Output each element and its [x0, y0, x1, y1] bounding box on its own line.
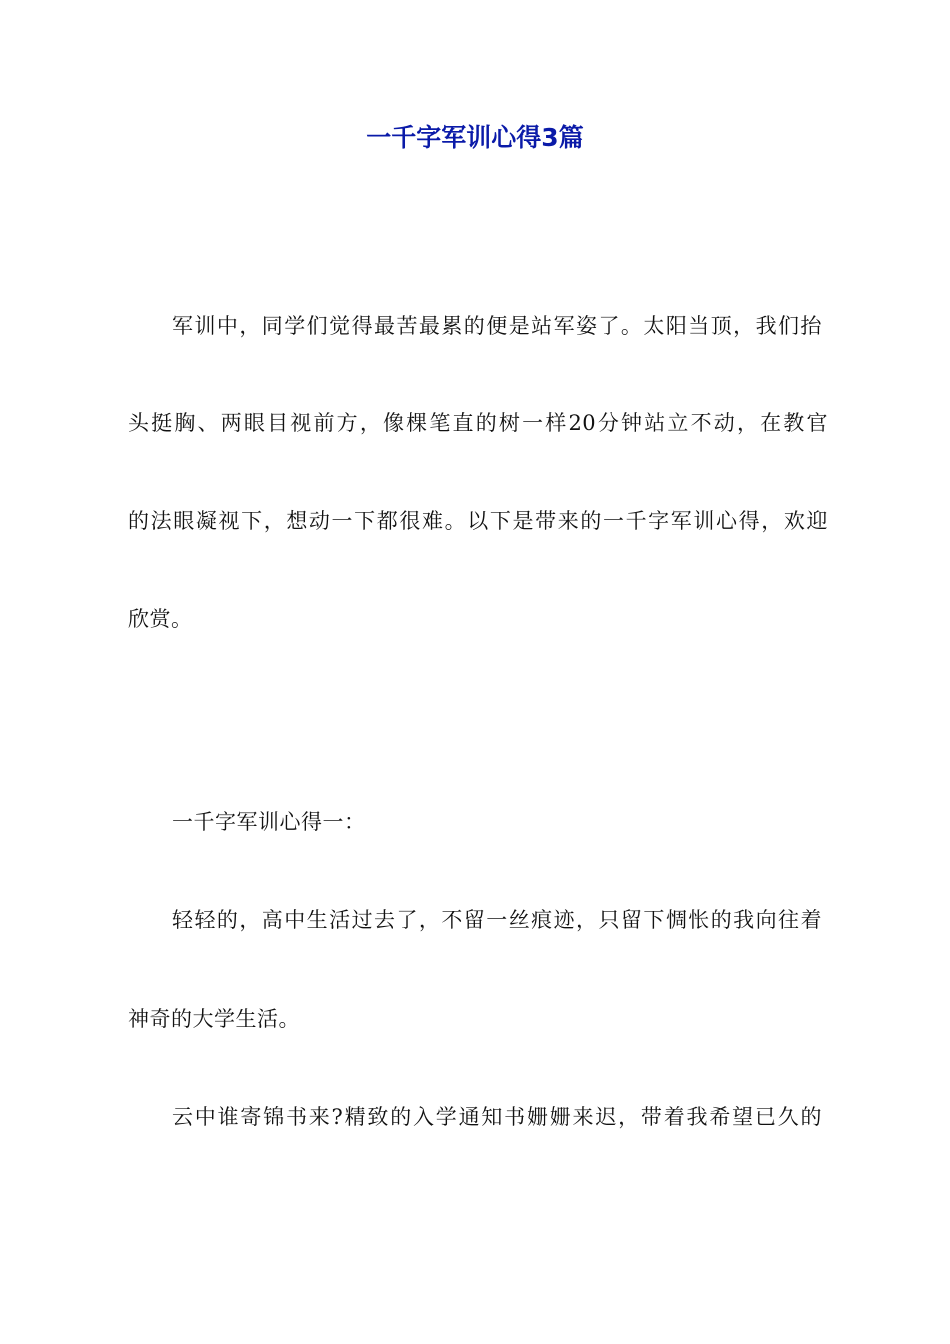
para1-line-2: 神奇的大学生活。: [128, 1007, 300, 1031]
document-title: 一千字军训心得3篇: [366, 123, 584, 152]
section-heading: 一千字军训心得一：: [172, 810, 366, 834]
intro-line-1: 军训中，同学们觉得最苦最累的便是站军姿了。太阳当顶，我们抬: [172, 314, 822, 338]
para2-line-1: 云中谁寄锦书来?精致的入学通知书姗姗来迟，带着我希望已久的: [172, 1105, 822, 1129]
para1-line-1: 轻轻的，高中生活过去了，不留一丝痕迹，只留下惆怅的我向往着: [172, 908, 822, 932]
intro-line-3: 的法眼凝视下，想动一下都很难。以下是带来的一千字军训心得，欢迎: [128, 509, 828, 533]
intro-line-2: 头挺胸、两眼目视前方，像棵笔直的树一样20分钟站立不动，在教官: [128, 411, 828, 435]
intro-line-4: 欣赏。: [128, 607, 193, 631]
